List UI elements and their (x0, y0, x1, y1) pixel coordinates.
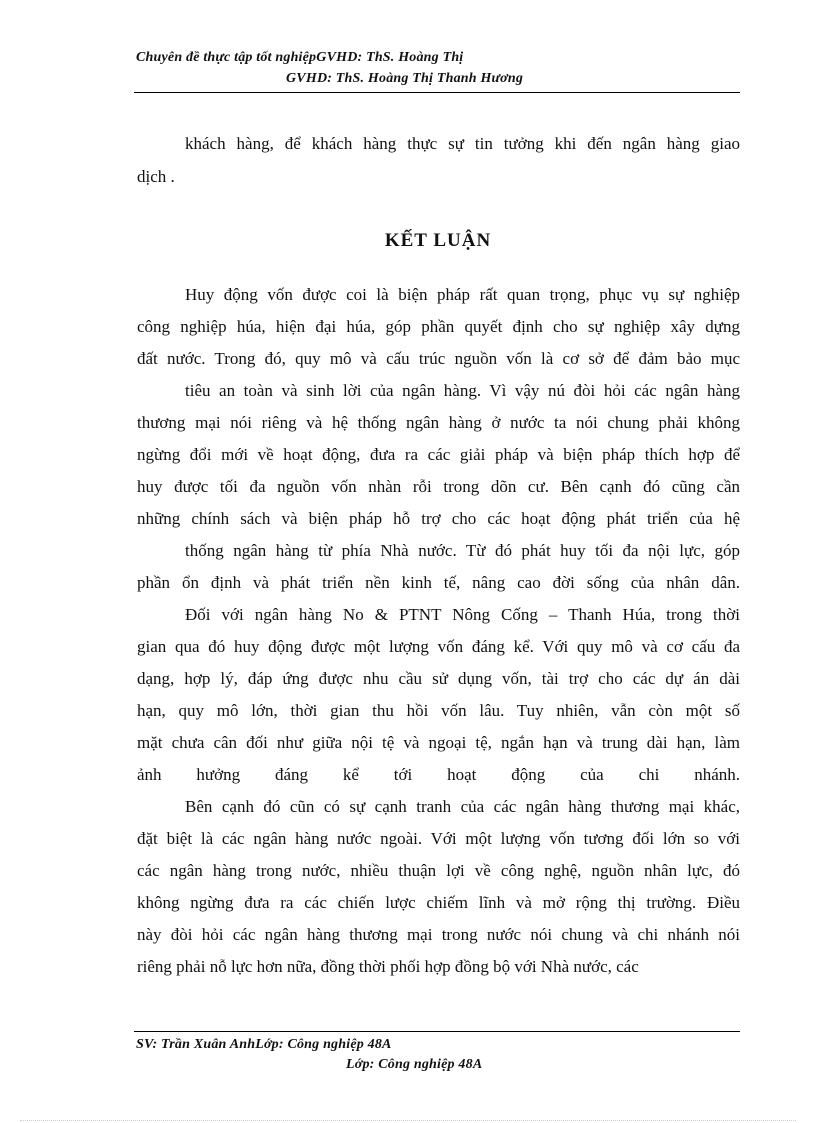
conclusion-line: Huy động vốn được coi là biện pháp rất quan trọng, phục vụ sự nghiệp (185, 285, 740, 304)
conclusion-line: thống ngân hàng từ phía Nhà nước. Từ đó phát huy tối đa nội lực, góp (185, 541, 740, 560)
conclusion-line: hạn, quy mô lớn, thời gian thu hồi vốn lâu. Tuy nhiên, vẫn còn một số (137, 701, 740, 720)
conclusion-line: mặt chưa cân đối như giữa nội tệ và ngoại tệ, ngắn hạn và trung dài hạn, làm (137, 733, 740, 752)
conclusion-line: ngừng đổi mới về hoạt động, đưa ra các giải pháp và biện pháp thích hợp để (137, 445, 740, 464)
conclusion-line: phần ổn định và phát triển nền kinh tế, nâng cao đời sống của nhân dân. (137, 573, 740, 592)
header-rule (134, 92, 740, 93)
conclusion-line: các ngân hàng trong nước, nhiều thuận lợi về công nghệ, nguồn nhân lực, đó (137, 861, 740, 880)
conclusion-line: riêng phải nỗ lực hơn nữa, đồng thời phối hợp đồng bộ với Nhà nước, các (137, 957, 639, 976)
body-line: khách hàng, để khách hàng thực sự tin tưởng khi đến ngân hàng giao (185, 134, 740, 153)
conclusion-line: tiêu an toàn và sinh lời của ngân hàng. Vì vậy nú đòi hỏi các ngân hàng (185, 381, 740, 400)
conclusion-line: công nghiệp húa, hiện đại húa, góp phần quyết định cho sự nghiệp xây dựng (137, 317, 740, 336)
header-line-2: GVHD: ThS. Hoàng Thị Thanh Hương (286, 71, 524, 86)
footer-rule (134, 1031, 740, 1032)
body-line: dịch . (137, 167, 175, 186)
conclusion-line: này đòi hỏi các ngân hàng thương mại trong nước nói chung và chi nhánh nói (137, 925, 740, 944)
conclusion-line: huy được tối đa nguồn vốn nhàn rỗi trong dõn cư. Bên cạnh đó cũng cần (137, 477, 740, 496)
conclusion-line: dạng, hợp lý, đáp ứng được nhu cầu sử dụng vốn, tài trợ cho các dự án dài (137, 669, 740, 688)
conclusion-line: ảnh hưởng đáng kể tới hoạt động của chi nhánh. (137, 765, 740, 784)
conclusion-line: đặt biệt là các ngân hàng nước ngoài. Với một lượng vốn tương đối lớn so với (137, 829, 740, 848)
footer-line-2: Lớp: Công nghiệp 48A (346, 1057, 483, 1072)
conclusion-line: gian qua đó huy động được một lượng vốn đáng kể. Với quy mô và cơ cấu đa (137, 637, 740, 656)
conclusion-line: Đối với ngân hàng No & PTNT Nông Cống – Thanh Húa, trong thời (185, 605, 740, 624)
page-edge-dotted-line (20, 1120, 796, 1121)
footer-line-1: SV: Trần Xuân AnhLớp: Công nghiệp 48A (136, 1037, 392, 1052)
conclusion-line: những chính sách và biện pháp hỗ trợ cho các hoạt động phát triển của hệ (137, 509, 740, 528)
header-line-1: Chuyên đề thực tập tốt nghiệpGVHD: ThS. Hoàng Thị (136, 50, 464, 65)
conclusion-line: đất nước. Trong đó, quy mô và cấu trúc nguồn vốn là cơ sở để đảm bảo mục (137, 349, 740, 368)
section-title: KẾT LUẬN (384, 230, 492, 251)
conclusion-line: Bên cạnh đó cũn có sự cạnh tranh của các ngân hàng thương mại khác, (185, 797, 740, 816)
conclusion-line: thương mại nói riêng và hệ thống ngân hàng ở nước ta nói chung phải không (137, 413, 740, 432)
conclusion-line: không ngừng đưa ra các chiến lược chiếm lĩnh và mở rộng thị trường. Điều (137, 893, 740, 912)
